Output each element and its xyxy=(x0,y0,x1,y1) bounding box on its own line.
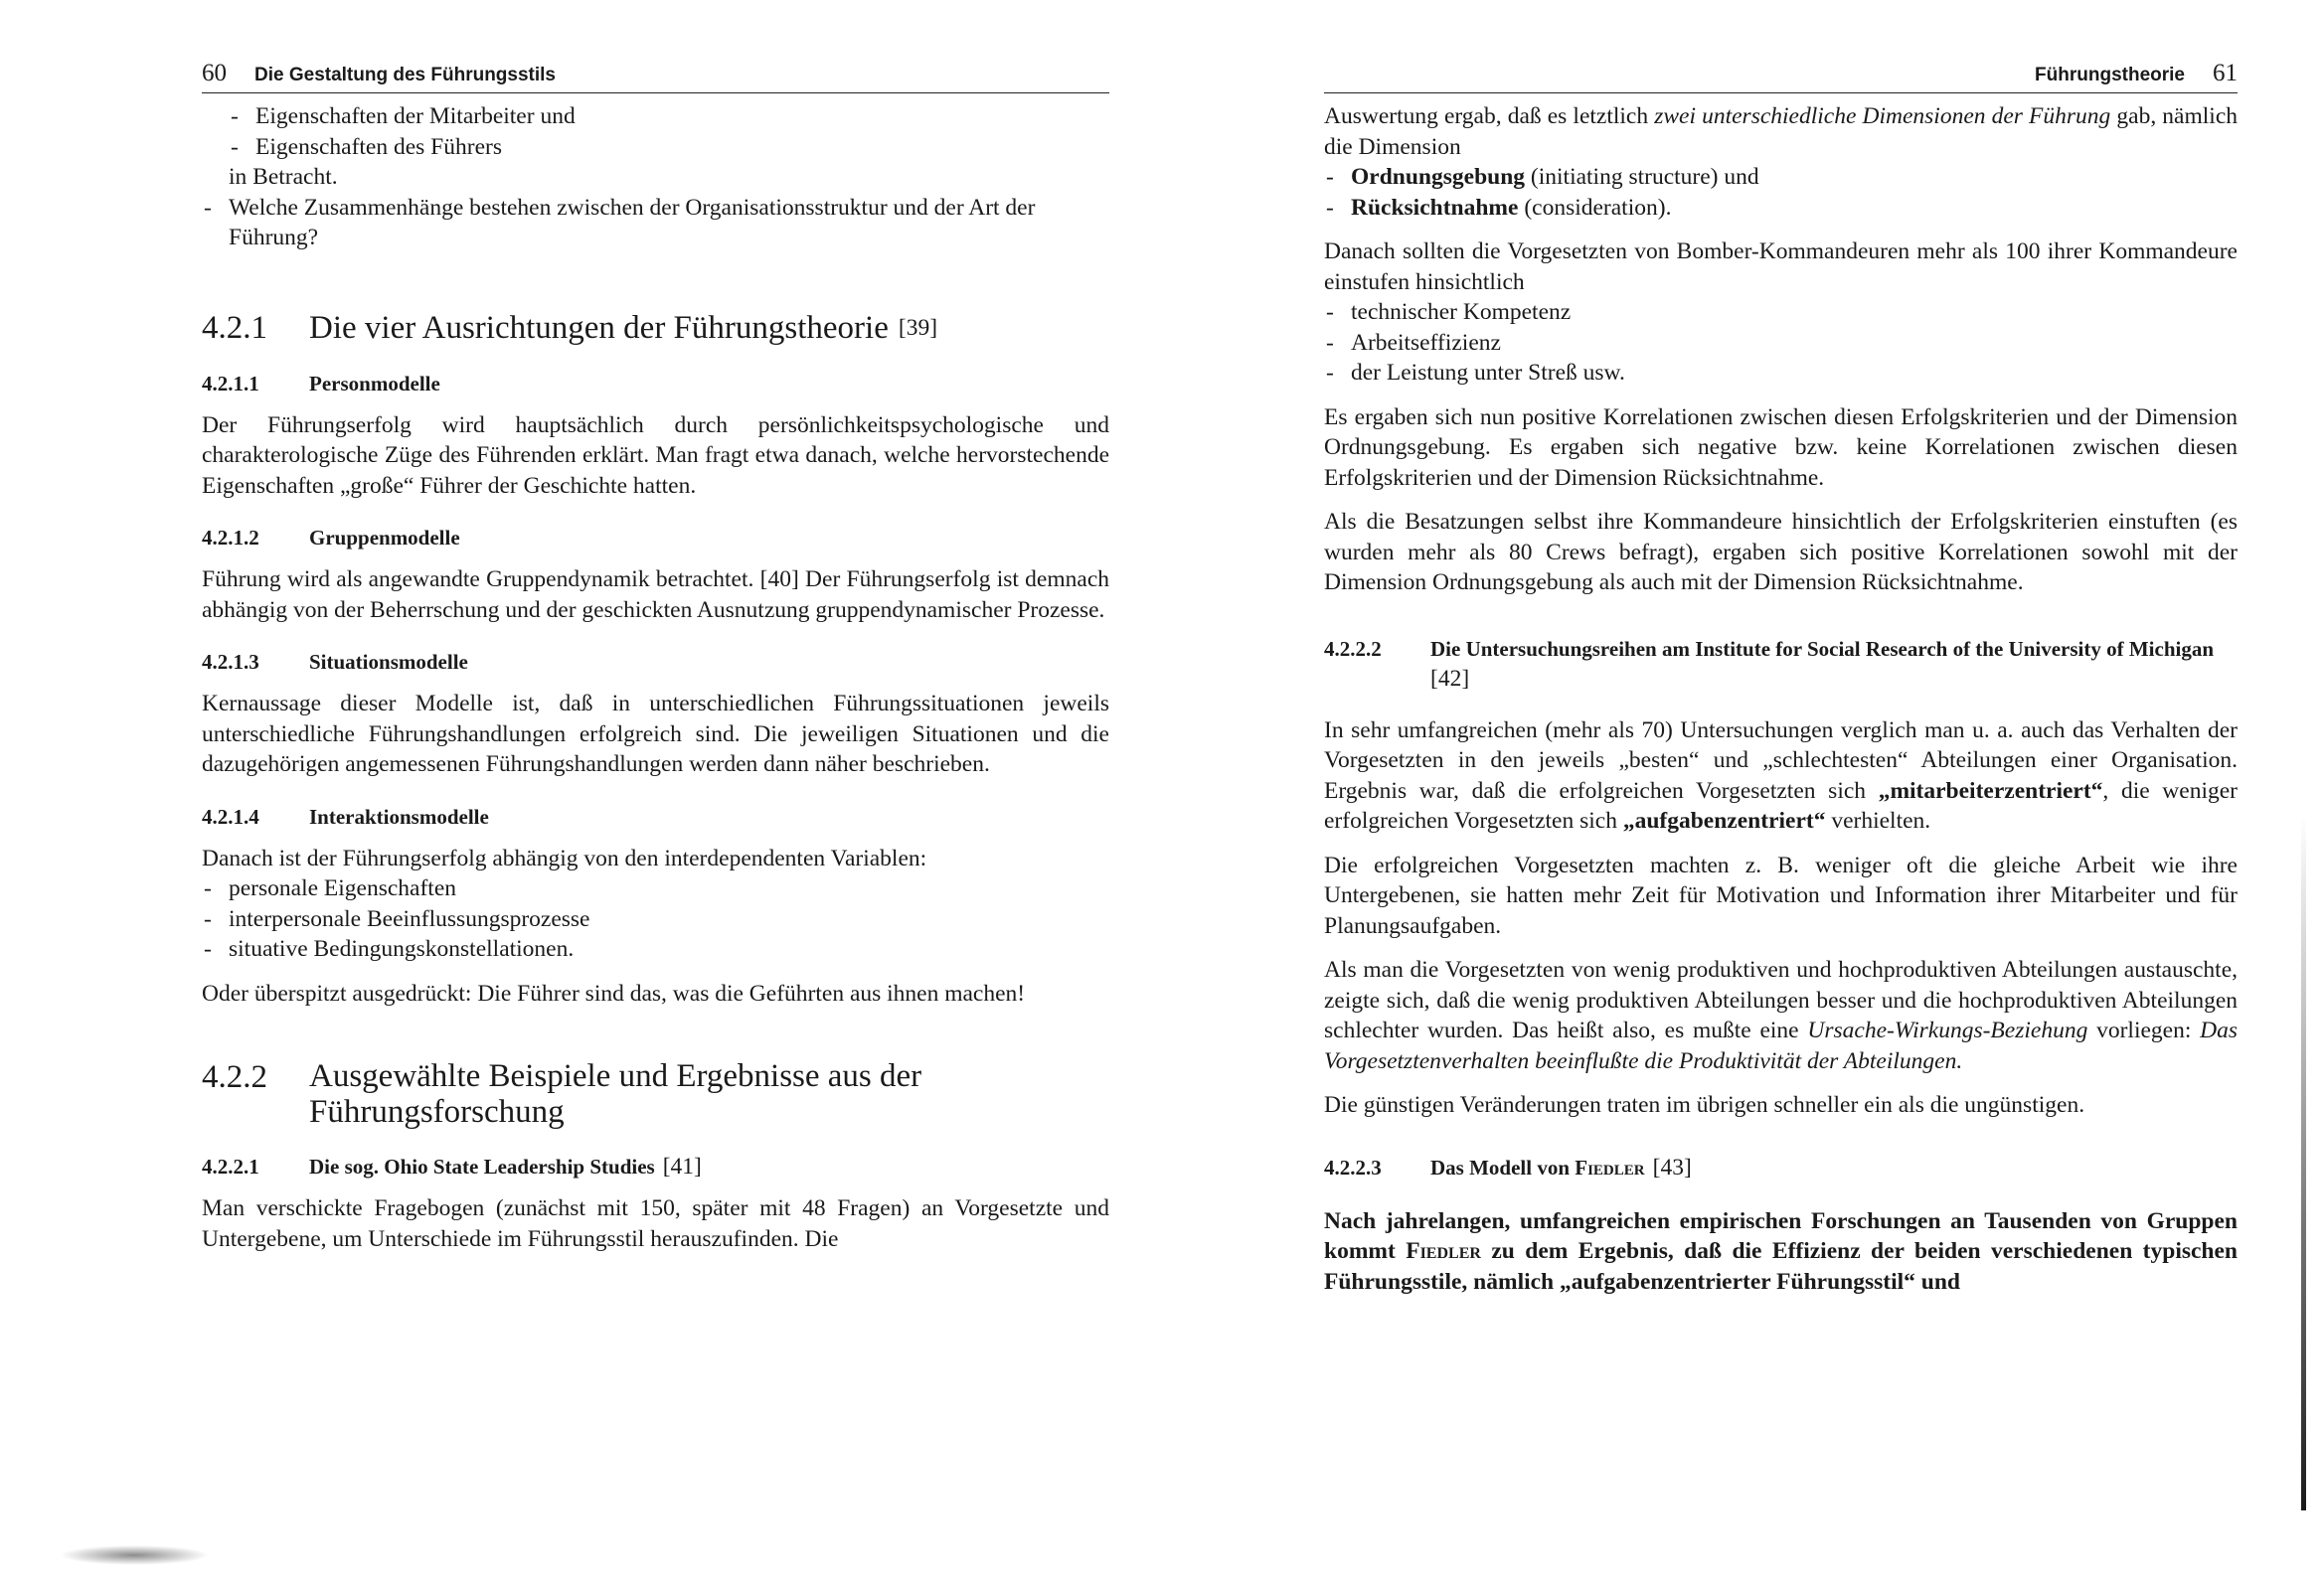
subsection-title: Das Modell von xyxy=(1430,1155,1576,1180)
section-4-2-2-1-text: Man verschickte Fragebogen (zunächst mit 150, später mit 48 Fragen) an Vorgesetzte und Untergebene, um Unterschiede im Führungsstil herauszufinden. Die xyxy=(202,1195,1109,1252)
text-run: verhielten. xyxy=(1825,808,1931,834)
section-title: Die vier Ausrichtungen der Führungstheorie xyxy=(309,309,889,346)
bold-term: Ordnungsgebung xyxy=(1351,164,1526,190)
section-ref: [39] xyxy=(898,314,938,341)
section-4-2-2-3-heading xyxy=(1324,1153,2238,1183)
text-run: Nach jahrelangen, umfangreichen empirischen Forschungen an Tausenden von Gruppen kommt xyxy=(1324,1207,2238,1264)
section-title: Ausgewählte Beispiele und Ergebnisse aus der Führungsforschung xyxy=(309,1058,922,1130)
section-4-2-1-heading xyxy=(202,309,1109,347)
running-title-right: Führungstheorie xyxy=(2035,65,2185,85)
list-item xyxy=(1324,162,2238,193)
section-4-2-1-4-closing: Oder überspitzt ausgedrückt: Die Führer sind das, was die Geführten aus ihnen machen! xyxy=(202,980,1026,1007)
text-run: , die weniger erfolgreichen Vorgesetzten sich xyxy=(1324,777,2238,834)
text-run: (initiating structure) und xyxy=(1525,164,1759,190)
paragraph-bomber: Danach sollten die Vorgesetzten von Bomber-Kommandeuren mehr als 100 ihrer Kommandeure einstufen hinsichtlich xyxy=(1324,238,2238,295)
paragraph-crews: Als die Besatzungen selbst ihre Kommandeure hinsichtlich der Erfolgskriterien einstuften (es wurden mehr als 80 Crews befragt), ergaben sich positive Korrelationen sowohl mit der Dimension Ordnungsgebung als auch mit der Dimension Rücksichtnahme. xyxy=(1324,509,2238,595)
variables-list xyxy=(202,873,1109,965)
text-run: gab, nämlich die Dimension xyxy=(1324,103,2239,160)
subsection-title: Interaktionsmodelle xyxy=(309,804,489,829)
list-item: - interpersonale Beeinflussungsprozesse xyxy=(202,904,1109,935)
list-item xyxy=(1324,193,2238,224)
page-number-right: 61 xyxy=(2213,60,2238,86)
right-running-head xyxy=(1324,60,2238,93)
page-number-left: 60 xyxy=(202,60,227,86)
subsection-title-wrap xyxy=(1430,634,2238,694)
list-item: - Arbeitseffizienz xyxy=(1324,328,2238,359)
intro-list xyxy=(202,101,1109,162)
scan-artifact xyxy=(60,1545,209,1565)
text-run: vorliegen: xyxy=(2087,1018,2201,1043)
subsection-ref: [41] xyxy=(662,1154,702,1180)
text-run: (consideration). xyxy=(1518,194,1672,221)
subsection-ref: [42] xyxy=(1430,665,1470,692)
paragraph-changes: Die günstigen Veränderungen traten im übrigen schneller ein als die ungünstigen. xyxy=(1324,1092,2085,1118)
left-running-head xyxy=(202,60,1109,93)
page-edge-shadow xyxy=(2301,815,2306,1510)
criteria-list xyxy=(1324,297,2238,389)
section-4-2-1-1-text: Der Führungserfolg wird hauptsächlich durch persönlichkeitspsychologische und charakterologische Züge des Führenden erklärt. Man fragt etwa danach, welche hervorstechende Eigenschaften „große“ Führer der Geschichte hatten. xyxy=(202,411,1109,499)
section-4-2-1-3-heading xyxy=(202,647,1109,677)
text-run: Auswertung ergab, daß es letztlich xyxy=(1324,103,1655,129)
list-item: - der Leistung unter Streß usw. xyxy=(1324,358,2238,389)
section-4-2-1-4-text: Danach ist der Führungserfolg abhängig von den interdependenten Variablen: xyxy=(202,845,927,871)
right-page xyxy=(1162,0,2324,1577)
subsection-ref: [43] xyxy=(1652,1154,1692,1181)
subsection-title: Die Untersuchungsreihen am Institute for Social Research of the University of Michigan xyxy=(1430,636,2215,661)
bold-term: „aufgabenzentriert“ xyxy=(1622,808,1826,834)
list-item: - technischer Kompetenz xyxy=(1324,297,2238,328)
section-4-2-2-1-heading xyxy=(202,1152,1109,1182)
list-item: - personale Eigenschaften xyxy=(202,873,1109,904)
left-column xyxy=(202,60,1109,1254)
bold-term: „mitarbeiterzentriert“ xyxy=(1878,777,2103,804)
section-number: 4.2.2 xyxy=(202,1059,267,1095)
text-run: zu dem Ergebnis, daß die Effizienz der beiden verschiedenen typischen Führungsstile, nämlich „aufgabenzentrierter Führungsstil“ und xyxy=(1324,1238,2239,1295)
subsection-title: Die sog. Ohio State Leadership Studies xyxy=(309,1155,655,1179)
list-item: - situative Bedingungskonstellationen. xyxy=(202,934,1109,965)
section-4-2-2-heading xyxy=(202,1058,1109,1130)
running-title-left: Die Gestaltung des Führungsstils xyxy=(254,65,556,85)
list-item: - Welche Zusammenhänge bestehen zwischen der Organisationsstruktur und der Art der Führung? xyxy=(202,193,1109,253)
paragraph-fiedler xyxy=(1324,1206,2238,1298)
subsection-number: 4.2.2.2 xyxy=(1324,636,1382,661)
paragraph-evaluation xyxy=(1324,101,2238,162)
list-item: - Eigenschaften der Mitarbeiter und xyxy=(229,101,1109,132)
section-4-2-1-4-heading xyxy=(202,802,1109,832)
author-name: Fiedler xyxy=(1406,1238,1481,1264)
text-run: Als man die Vorgesetzten von wenig produktiven und hochproduktiven Abteilungen austauschte, zeigte sich, daß die wenig produktiven Abteilungen besser und die hochproduktiven Abteilungen schlechter wurden. Das heißt also, es mußte eine xyxy=(1324,957,2238,1043)
subsection-title: Situationsmodelle xyxy=(309,650,468,674)
italic-run: Das Vorgesetztenverhalten beeinflußte die Produktivität der Abteilungen. xyxy=(1324,1018,2238,1074)
subsection-number: 4.2.1.3 xyxy=(202,650,259,674)
section-4-2-1-2-heading xyxy=(202,523,1109,552)
italic-run: Ursache-Wirkungs-Beziehung xyxy=(1807,1018,2088,1043)
dimensions-list xyxy=(1324,162,2238,223)
subsection-number: 4.2.1.1 xyxy=(202,371,259,395)
right-column xyxy=(1324,60,2238,1297)
author-name: Fiedler xyxy=(1575,1155,1645,1180)
subsection-title: Gruppenmodelle xyxy=(309,526,460,550)
subsection-number: 4.2.2.1 xyxy=(202,1155,259,1179)
paragraph-successful-supervisors: Die erfolgreichen Vorgesetzten machten z. B. weniger oft die gleiche Arbeit wie ihre Untergebenen, sie hatten mehr Zeit für Motivation und Information ihrer Mitarbeiter und für Planungsaufgaben. xyxy=(1324,852,2238,939)
paragraph-exchange xyxy=(1324,955,2238,1076)
subsection-number: 4.2.1.4 xyxy=(202,804,259,829)
section-4-2-2-2-heading xyxy=(1324,634,2238,694)
subsection-title: Personmodelle xyxy=(309,371,440,395)
section-4-2-1-1-heading xyxy=(202,369,1109,398)
intro-question-list xyxy=(202,193,1109,253)
list-item: - Eigenschaften des Führers xyxy=(229,132,1109,163)
section-4-2-1-2-text: Führung wird als angewandte Gruppendynamik betrachtet. [40] Der Führungserfolg ist demnach abhängig von der Beherrschung und der geschickten Ausnutzung gruppendynamischer Prozesse. xyxy=(202,566,1109,623)
paragraph-correlations: Es ergaben sich nun positive Korrelationen zwischen diesen Erfolgskriterien und der Dimension Ordnungsgebung. Es ergaben sich negative bzw. keine Korrelationen zwischen diesen Erfolgskriterien und der Dimension Rücksichtnahme. xyxy=(1324,403,2238,491)
text-run: In sehr umfangreichen (mehr als 70) Untersuchungen verglich man u. a. auch das Verhalten der Vorgesetzten in den jeweils „besten“ und „schlechtesten“ Abteilungen einer Organisation. Ergebnis war, daß die erfolgreichen Vorgesetzten sich xyxy=(1324,716,2238,804)
subsection-number: 4.2.1.2 xyxy=(202,526,259,550)
subsection-number: 4.2.2.3 xyxy=(1324,1155,1382,1180)
italic-run: zwei unterschiedliche Dimensionen der Führung xyxy=(1654,103,2111,129)
section-number: 4.2.1 xyxy=(202,309,267,346)
intro-tail: in Betracht. xyxy=(229,164,338,190)
paragraph-michigan xyxy=(1324,715,2238,837)
bold-term: Rücksichtnahme xyxy=(1351,194,1519,221)
section-4-2-1-3-text: Kernaussage dieser Modelle ist, daß in unterschiedlichen Führungssituationen jeweils unterschiedliche Führungshandlungen erfolgreich sind. Die jeweiligen Situationen und die dazugehörigen angemessenen Führungshandlungen werden dann näher beschrieben. xyxy=(202,691,1109,777)
subsection-title-wrap xyxy=(1430,1153,1692,1183)
